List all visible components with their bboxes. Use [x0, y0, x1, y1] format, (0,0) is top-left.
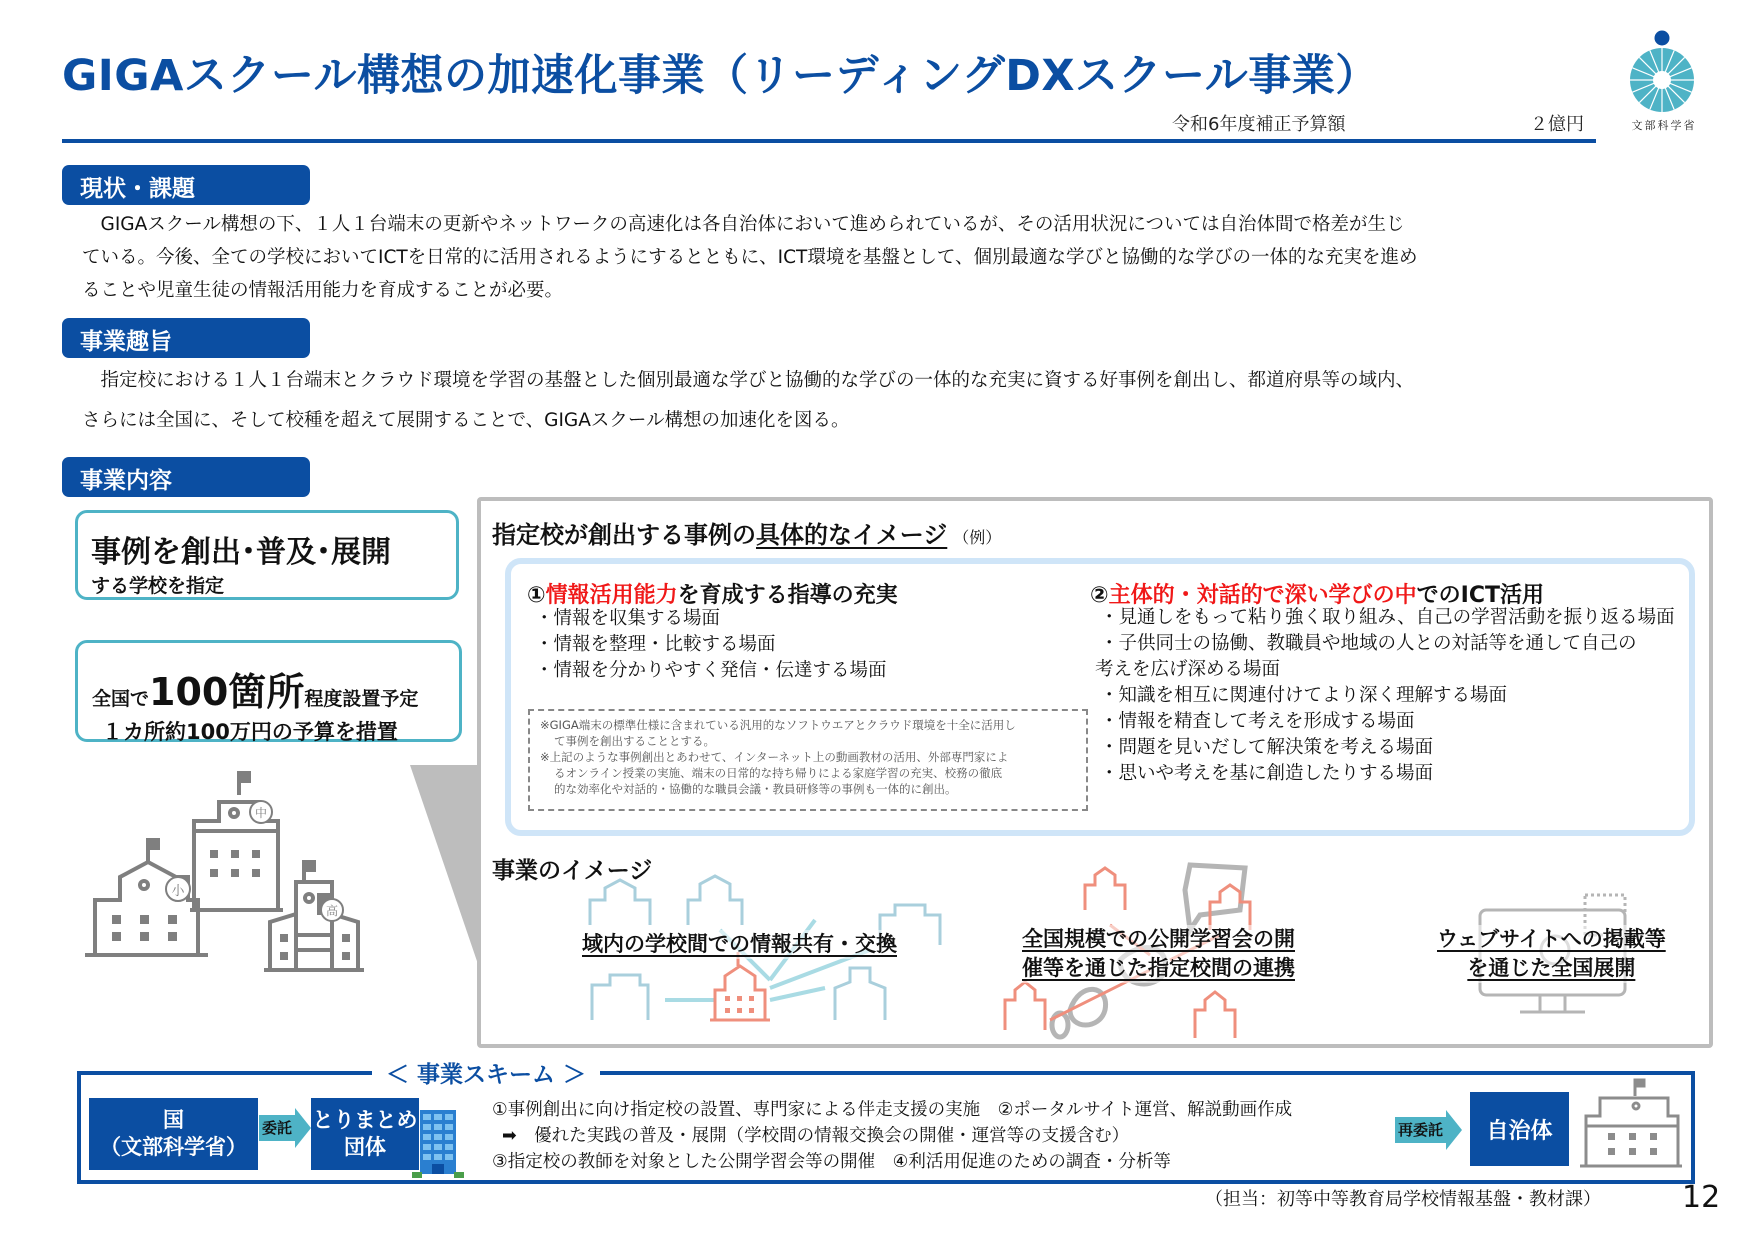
list-item: ・思いや考えを基に創造したりする場面 — [1100, 763, 1434, 784]
list-item: ・情報を精査して考えを形成する場面 — [1100, 711, 1415, 732]
list-item: ・問題を見いだして解決策を考える場面 — [1100, 737, 1434, 758]
list-item: ・情報を収集する場面 — [535, 608, 721, 629]
column2-list — [1095, 605, 1675, 787]
column1-number: ① — [527, 583, 546, 608]
elementary-school-icon — [85, 840, 208, 955]
note-line: ※上記のような事例創出とあわせて、インターネット上の動画教材の活用、外部専門家によ — [540, 750, 1009, 764]
scale-prefix: 全国で — [92, 688, 150, 710]
caption-line: を通じた全国展開 — [1467, 956, 1636, 980]
office-building-icon — [410, 1108, 466, 1180]
svg-text:高: 高 — [325, 904, 339, 918]
country-block — [89, 1098, 258, 1170]
caption-line: 域内の学校間での情報共有・交換 — [582, 932, 897, 956]
arrow-head-icon — [1446, 1110, 1462, 1150]
coordinator-block — [311, 1098, 419, 1170]
list-item: ・子供同士の協働、教職員や地域の人との対話等を通して自己の — [1100, 633, 1637, 654]
title-rule — [62, 139, 1596, 143]
column2-highlight: 主体的・対話的で深い学びの中 — [1108, 583, 1417, 608]
list-item: ・情報を整理・比較する場面 — [535, 634, 776, 655]
page-title: GIGAスクール構想の加速化事業（リーディングDXスクール事業） — [62, 51, 1379, 101]
list-item: ・知識を相互に関連付けてより深く理解する場面 — [1100, 685, 1508, 706]
scale-budget: １カ所約100万円の予算を措置 — [102, 720, 398, 744]
current-line: ている。今後、全ての学校においてICTを日常的に活用されるようにするとともに、ICT環境を基盤として、個別最適な学びと協働的な学びの一体的な充実を進め — [82, 247, 1418, 268]
purpose-paragraph — [82, 361, 1722, 441]
list-item: ・情報を分かりやすく発信・伝達する場面 — [535, 660, 887, 681]
panel-title-underlined: 具体的なイメージ — [756, 521, 948, 549]
designate-main: 事例を創出･普及･展開 — [91, 535, 391, 570]
svg-text:小: 小 — [171, 884, 185, 899]
current-line: ることや児童生徒の情報活用能力を育成することが必要。 — [82, 280, 564, 301]
logo-text: 文部科学省 — [1631, 119, 1697, 132]
panel-title-note: （例） — [953, 528, 1002, 547]
callout-pointer — [404, 765, 484, 975]
column1-heading — [527, 578, 898, 609]
scale-count: 100箇所 — [149, 670, 305, 714]
contact-department: （担当：初等中等教育局学校情報基盤・教材課） — [1205, 1189, 1601, 1210]
high-school-building-icon — [262, 860, 372, 975]
svg-text:中: 中 — [254, 806, 268, 820]
current-paragraph — [82, 208, 1722, 307]
list-item: 考えを広げ深める場面 — [1095, 659, 1281, 680]
coordinator-line2: 団体 — [344, 1135, 386, 1159]
scheme-task-line: ③指定校の教師を対象とした公開学習会等の開催 ④利活用促進のための調査・分析等 — [492, 1152, 1171, 1172]
list-item: ・見通しをもって粘り強く取り組み、自己の学習活動を振り返る場面 — [1100, 607, 1675, 628]
column1-highlight: 情報活用能力 — [545, 583, 678, 608]
scale-suffix: 程度設置予定 — [304, 688, 419, 710]
section-heading-content: 事業内容 — [62, 457, 310, 497]
caption-line: 全国規模での公開学習会の開 — [1022, 927, 1295, 951]
page-number: 12 — [1682, 1180, 1721, 1215]
notes-box — [528, 709, 1088, 811]
designate-sub: する学校を指定 — [91, 575, 225, 597]
designate-schools-box — [75, 510, 459, 600]
budget-label: 令和6年度補正予算額 — [1172, 114, 1346, 135]
note-line: 的な効率化や対話的・協働的な職員会議・教員研修等の事例も一体的に創出。 — [554, 782, 957, 796]
scheme-title: ＜ 事業スキーム ＞ — [372, 1056, 600, 1089]
caption-regional-sharing — [582, 930, 897, 959]
current-line: GIGAスクール構想の下、１人１台端末の更新やネットワークの高速化は各自治体において進められているが、その活用状況については自治体間で格差が生じ — [82, 214, 1405, 235]
country-line2: （文部科学省） — [100, 1135, 247, 1159]
scale-box — [75, 640, 462, 742]
purpose-line: さらには全国に、そして校種を超えて展開することで、GIGAスクール構想の加速化を図る。 — [82, 410, 850, 431]
column2-number: ② — [1090, 583, 1109, 608]
caption-line: 催等を通じた指定校間の連携 — [1022, 956, 1295, 980]
panel-title-text: 指定校が創出する事例の — [492, 521, 756, 549]
note-line: て事例を創出することとする。 — [554, 734, 715, 748]
note-line: ※GIGA端末の標準仕様に含まれている汎用的なソフトウエアとクラウド環境を十全に活用し — [540, 718, 1016, 732]
column1-list — [535, 606, 887, 684]
purpose-line: 指定校における１人１台端末とクラウド環境を学習の基盤とした個別最適な学びと協働的な学びの一体的な充実に資する好事例を創出し、都道府県等の域内、 — [82, 370, 1415, 391]
caption-national-collaboration — [1022, 925, 1295, 983]
coordinator-line1: とりまとめ — [312, 1108, 418, 1132]
section-heading-purpose: 事業趣旨 — [62, 318, 310, 358]
budget-value: ２億円 — [1530, 114, 1584, 135]
municipal-school-icon — [1578, 1078, 1684, 1170]
scheme-tasks — [492, 1097, 1292, 1175]
delegate-arrow — [259, 1108, 311, 1148]
arrow-head-icon — [295, 1108, 311, 1148]
note-line: るオンライン授業の実施、端末の日常的な持ち帰りによる家庭学習の充実、校務の徹底 — [554, 766, 1003, 780]
scale-line1 — [92, 661, 459, 716]
delegate-label: 委託 — [259, 1115, 295, 1141]
country-line1: 国 — [163, 1108, 184, 1132]
column1-rest: を育成する指導の充実 — [677, 583, 898, 608]
section-heading-current: 現状・課題 — [62, 165, 310, 205]
scheme-task-line: ①事例創出に向け指定校の設置、専門家による伴走支援の実施 ②ポータルサイト運営、解説動画作成 — [492, 1100, 1293, 1120]
column2-rest: でのICT活用 — [1416, 583, 1544, 608]
redelegate-label: 再委託 — [1395, 1117, 1446, 1143]
business-image-title: 事業のイメージ — [492, 858, 653, 884]
example-panel-title — [492, 515, 1001, 550]
caption-website-deployment — [1437, 925, 1666, 983]
redelegate-arrow — [1395, 1110, 1462, 1150]
municipality-block: 自治体 — [1470, 1092, 1569, 1166]
scheme-task-line: ➡ 優れた実践の普及・展開（学校間の情報交換会の開催・運営等の支援含む） — [502, 1126, 1130, 1146]
caption-line: ウェブサイトへの掲載等 — [1437, 927, 1666, 951]
